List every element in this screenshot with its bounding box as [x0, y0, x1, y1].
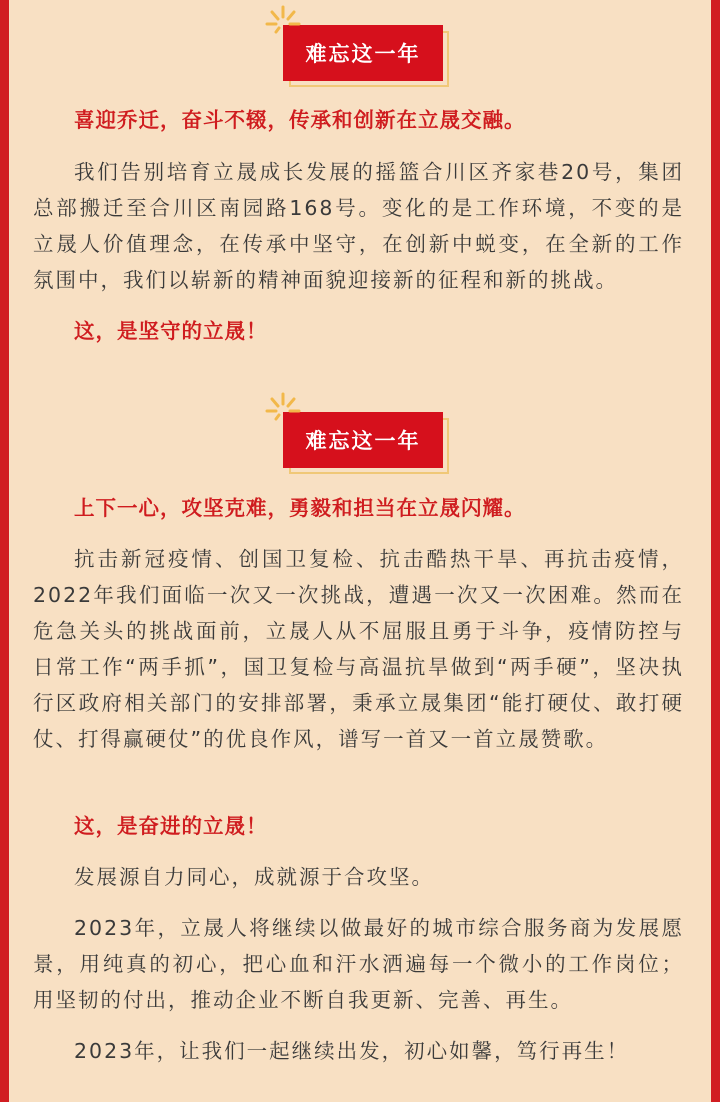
section-paragraph-2: 抗击新冠疫情、创国卫复检、抗击酷热干旱、再抗击疫情，2022年我们面临一次又一次挑战，遭遇一次又一次困难。然而在危急关头的挑战面前，立晟人从不屈服且勇于斗争，疫情防控与日常工作“两手抓”，国卫复检与高温抗旱做到“两手硬”，坚决执行区政府相关部门的安排部署，秉承立晟集团“能打硬仗、敢打硬仗、打得赢硬仗”的优良作风，谱写一首又一首立晟赞歌。 [33, 547, 684, 751]
section-heading-2: 上下一心，攻坚克难，勇毅和担当在立晟闪耀。 [74, 496, 526, 520]
section-paragraph-1: 我们告别培育立晟成长发展的摇篮合川区齐家巷20号，集团总部搬迁至合川区南园路168号。变化的是工作环境，不变的是立晟人价值理念，在传承中坚守，在创新中蜕变，在全新的工作氛围中，我们以崭新的精神面貌迎接新的征程和新的挑战。 [33, 160, 684, 292]
paragraph-2023-closing: 2023年，让我们一起继续出发，初心如馨，笃行再生！ [74, 1039, 630, 1063]
right-frame-bar [711, 0, 720, 1102]
sparkle-icon [263, 390, 303, 430]
paragraph-2023-vision: 2023年，立晟人将继续以做最好的城市综合服务商为发展愿景，用纯真的初心，把心血和汗水洒遍每一个微小的工作岗位；用坚韧的付出，推动企业不断自我更新、完善、再生。 [33, 916, 684, 1012]
paragraph-development: 发展源自力同心，成就源于合攻坚。 [74, 865, 434, 889]
section-heading-1: 喜迎乔迁，奋斗不辍，传承和创新在立晟交融。 [74, 108, 526, 132]
badge-title: 难忘这一年 [283, 25, 443, 81]
section-closing-2: 这，是奋进的立晟！ [74, 814, 268, 838]
left-frame-bar [0, 0, 9, 1102]
section-badge-2 [283, 412, 445, 468]
badge-title: 难忘这一年 [283, 412, 443, 468]
section-closing-1: 这，是坚守的立晟！ [74, 319, 268, 343]
section-badge-1 [283, 25, 445, 81]
sparkle-icon [263, 3, 303, 43]
